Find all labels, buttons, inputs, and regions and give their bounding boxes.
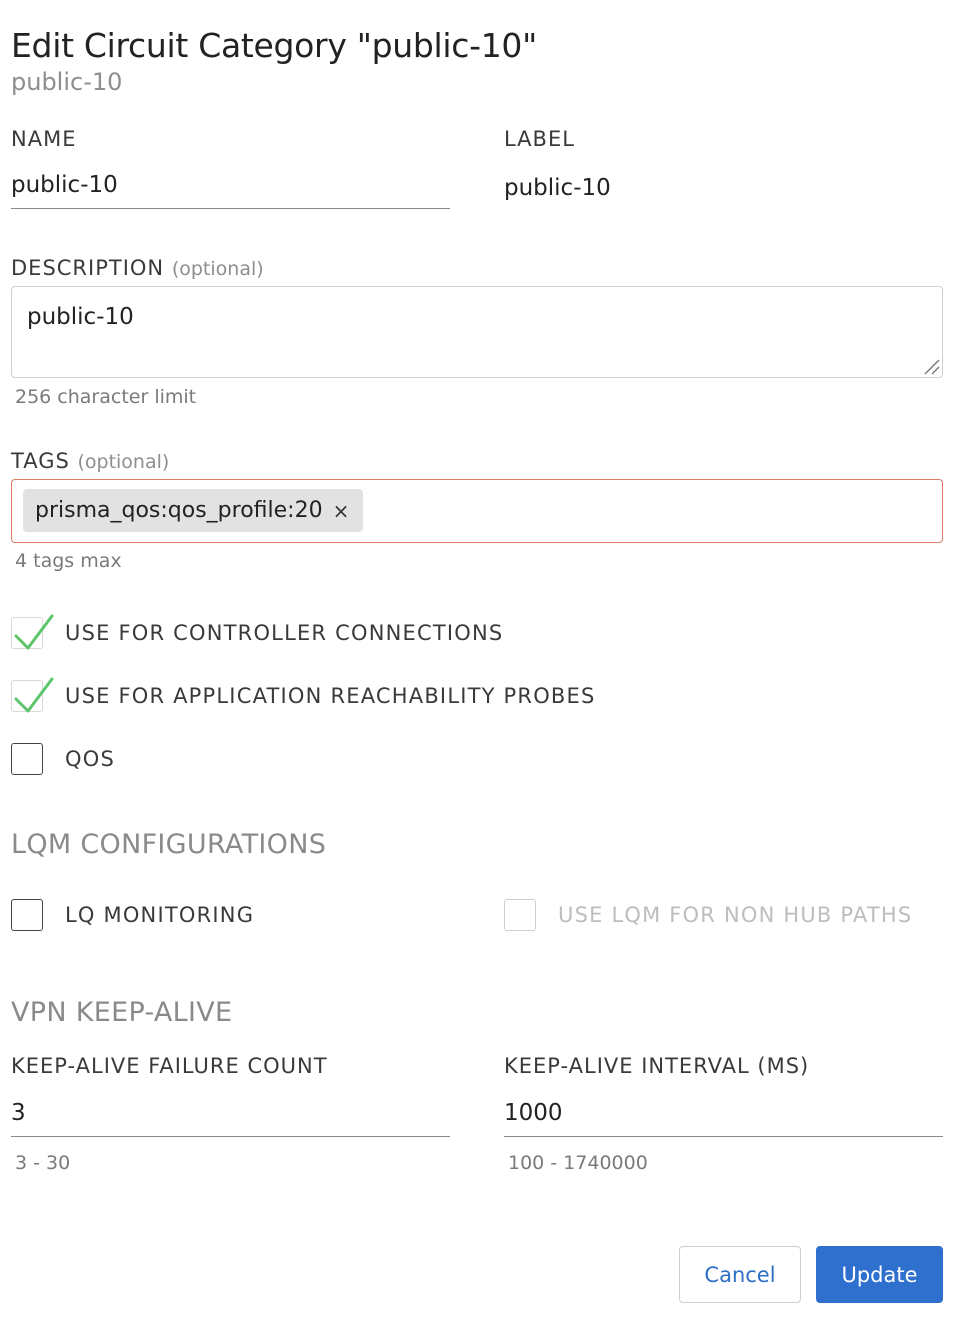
app-reachability-checkbox[interactable] [11, 680, 43, 712]
failure-count-input[interactable] [11, 1100, 450, 1137]
interval-input[interactable] [504, 1100, 943, 1137]
tags-optional: (optional) [77, 451, 170, 473]
failure-count-label: KEEP-ALIVE FAILURE COUNT [11, 1054, 328, 1078]
tags-helper: 4 tags max [15, 550, 122, 572]
controller-connections-option[interactable] [11, 617, 503, 649]
non-hub-paths-option [504, 899, 912, 931]
lq-monitoring-checkbox[interactable] [11, 899, 43, 931]
controller-connections-checkbox[interactable] [11, 617, 43, 649]
checkmark-icon [10, 610, 56, 654]
tags-label-text: TAGS [11, 449, 70, 473]
tag-chip [23, 489, 363, 532]
label-field-value: public-10 [504, 175, 611, 201]
app-reachability-label: USE FOR APPLICATION REACHABILITY PROBES [65, 684, 596, 708]
description-label-text: DESCRIPTION [11, 256, 165, 280]
interval-helper: 100 - 1740000 [508, 1152, 648, 1174]
description-label [11, 256, 264, 280]
name-label: NAME [11, 127, 77, 151]
dialog-title: Edit Circuit Category "public-10" [11, 26, 537, 65]
resize-grip-icon[interactable] [922, 357, 940, 375]
description-textarea[interactable] [11, 286, 943, 378]
controller-connections-label: USE FOR CONTROLLER CONNECTIONS [65, 621, 504, 645]
qos-checkbox[interactable] [11, 743, 43, 775]
description-helper: 256 character limit [15, 386, 197, 408]
update-button[interactable]: Update [816, 1246, 943, 1303]
label-field-label: LABEL [504, 127, 575, 151]
failure-count-helper: 3 - 30 [15, 1152, 71, 1174]
cancel-button[interactable]: Cancel [679, 1246, 801, 1303]
tags-input[interactable] [11, 479, 943, 543]
qos-option[interactable] [11, 743, 115, 775]
description-optional: (optional) [171, 258, 264, 280]
dialog-subtitle: public-10 [11, 68, 123, 96]
tag-chip-text: prisma_qos:qos_profile:20 [35, 498, 323, 523]
lqm-section-title: LQM CONFIGURATIONS [11, 829, 327, 860]
interval-label: KEEP-ALIVE INTERVAL (MS) [504, 1054, 810, 1078]
checkmark-icon [10, 673, 56, 717]
app-reachability-option[interactable] [11, 680, 596, 712]
lq-monitoring-option[interactable] [11, 899, 254, 931]
tags-label [11, 449, 169, 473]
close-icon[interactable]: × [332, 498, 350, 523]
non-hub-paths-checkbox [504, 899, 536, 931]
qos-label: QOS [65, 747, 115, 771]
vpn-section-title: VPN KEEP-ALIVE [11, 997, 233, 1028]
non-hub-paths-label: USE LQM FOR NON HUB PATHS [558, 903, 913, 927]
lq-monitoring-label: LQ MONITORING [65, 903, 255, 927]
name-input[interactable] [11, 172, 450, 209]
